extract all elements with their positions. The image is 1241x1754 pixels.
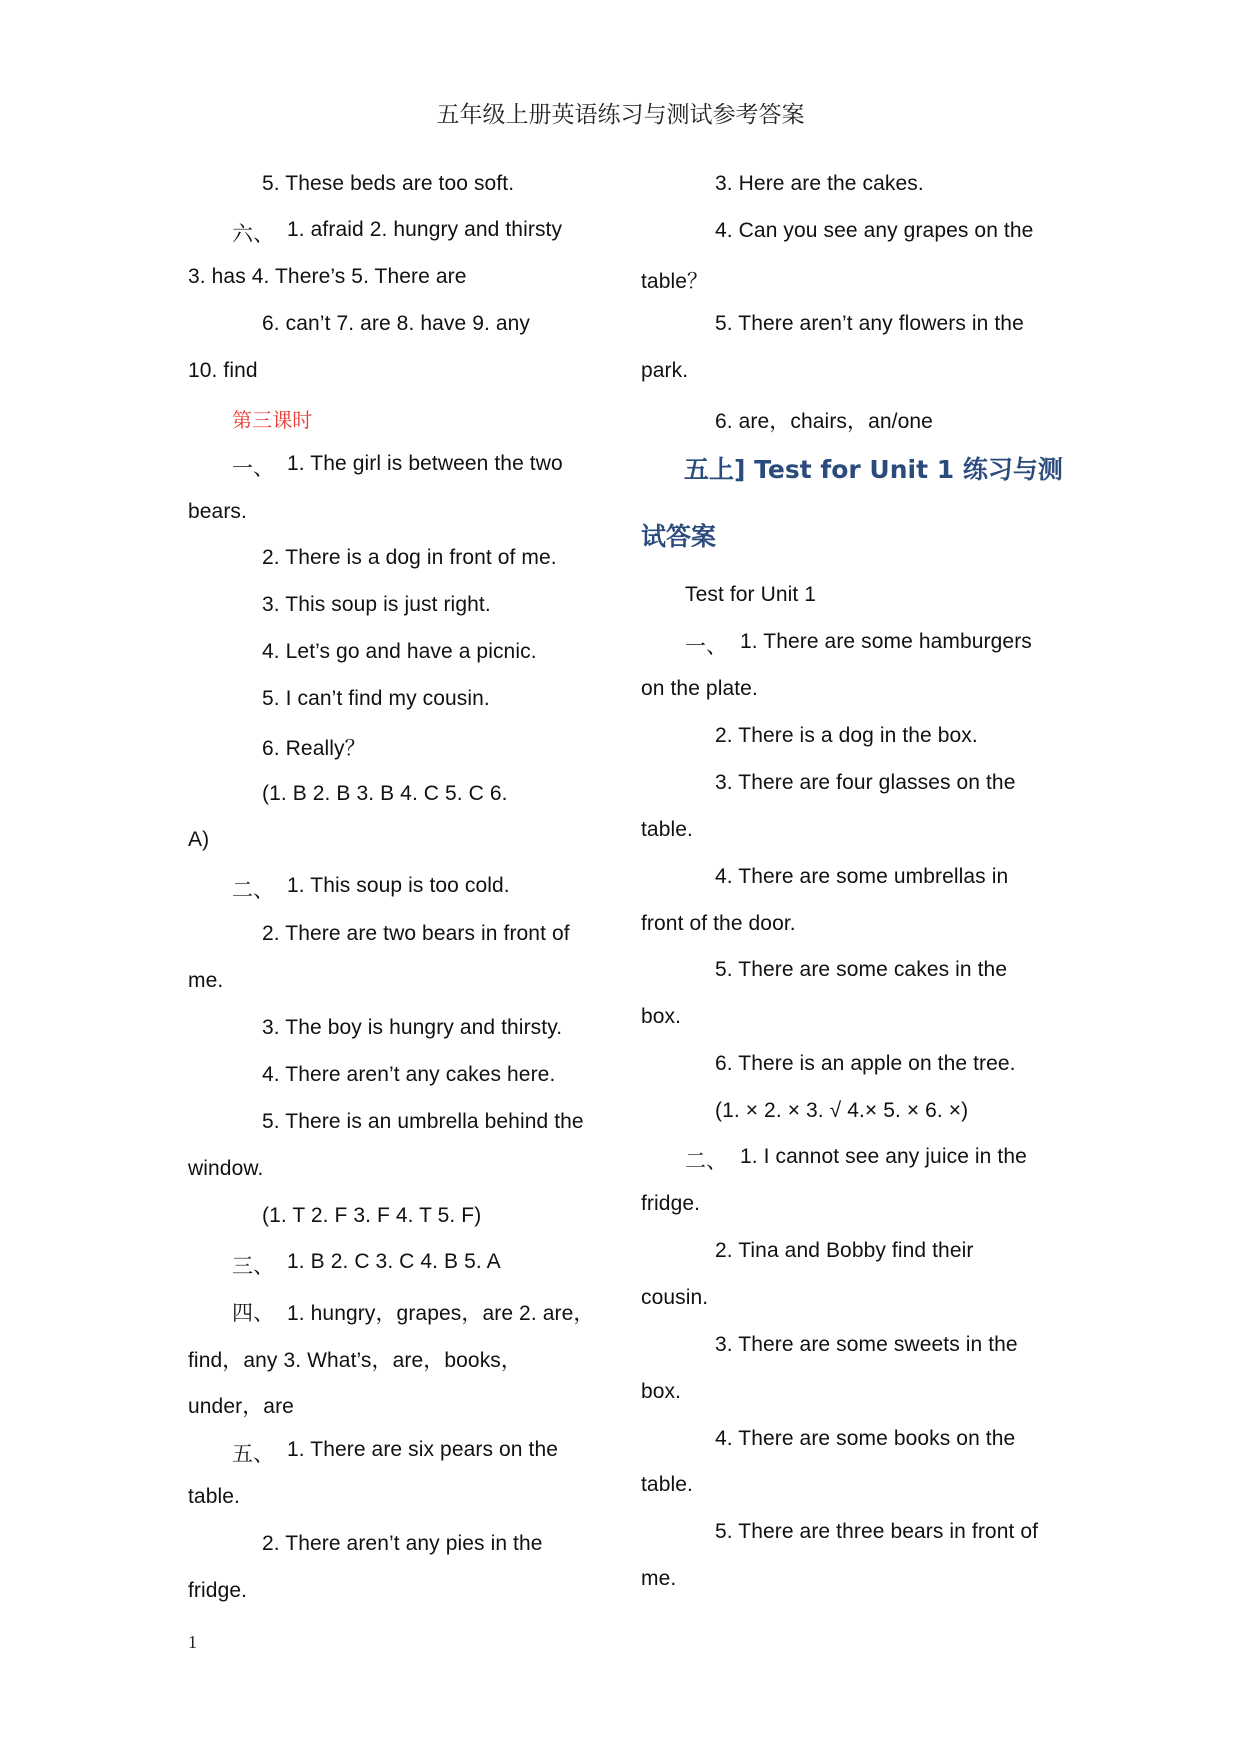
answer-line: cousin. bbox=[641, 1286, 709, 1309]
section-marker: 三、 bbox=[232, 1254, 275, 1278]
answer-line: 1. There are six pears on the bbox=[287, 1438, 558, 1461]
answer-line: 5. There are three bears in front of bbox=[715, 1520, 1039, 1543]
section-marker: 四、 bbox=[232, 1301, 275, 1325]
answer-line: find，any 3. What’s，are，books， bbox=[188, 1349, 522, 1372]
answer-line: 5. These beds are too soft. bbox=[262, 172, 515, 195]
answer-line: 6. There is an apple on the tree. bbox=[715, 1052, 1016, 1075]
answer-line: fridge. bbox=[641, 1192, 701, 1215]
answer-line: 4. Let’s go and have a picnic. bbox=[262, 640, 537, 663]
answer-line: 3. The boy is hungry and thirsty. bbox=[262, 1016, 563, 1039]
answer-line: 6. can’t 7. are 8. have 9. any bbox=[262, 312, 531, 335]
answer-line: 4. There are some umbrellas in bbox=[715, 865, 1009, 888]
answer-line: 1. The girl is between the two bbox=[287, 452, 563, 475]
answer-line: 1. I cannot see any juice in the bbox=[740, 1145, 1027, 1168]
answer-key-line: (1. B 2. B 3. B 4. C 5. C 6. bbox=[262, 782, 508, 805]
answer-line: 2. There are two bears in front of bbox=[262, 922, 570, 945]
answer-line: 3. There are four glasses on the bbox=[715, 771, 1016, 794]
section-marker: 二、 bbox=[685, 1149, 728, 1173]
answer-line: 1. There are some hamburgers bbox=[740, 630, 1032, 653]
answer-line: 1. hungry，grapes，are 2. are， bbox=[287, 1302, 595, 1325]
answer-line: table. bbox=[188, 1485, 240, 1508]
answer-line: 2. There aren’t any pies in the bbox=[262, 1532, 543, 1555]
answer-line: 1. This soup is too cold. bbox=[287, 874, 510, 897]
answer-line: 3. There are some sweets in the bbox=[715, 1333, 1018, 1356]
section-marker: 一、 bbox=[232, 456, 275, 480]
answer-line: 5. I can’t find my cousin. bbox=[262, 687, 490, 710]
page-title: 五年级上册英语练习与测试参考答案 bbox=[436, 102, 805, 128]
answer-line: on the plate. bbox=[641, 677, 758, 700]
answer-line: 10. find bbox=[188, 359, 258, 382]
answer-key-line: (1. T 2. F 3. F 4. T 5. F) bbox=[262, 1204, 482, 1227]
answer-line: 3. Here are the cakes. bbox=[715, 172, 924, 195]
section-heading: 五上] Test for Unit 1 练习与测 bbox=[684, 455, 1063, 484]
section-marker: 六、 bbox=[232, 222, 275, 246]
answer-line: 5. There aren’t any flowers in the bbox=[715, 312, 1024, 335]
section-marker: 五、 bbox=[232, 1442, 275, 1466]
answer-line: bears. bbox=[188, 500, 247, 523]
answer-line: box. bbox=[641, 1005, 682, 1028]
answer-key-line: (1. × 2. × 3. √ 4.× 5. × 6. ×) bbox=[715, 1099, 969, 1122]
answer-key-line: A) bbox=[188, 828, 210, 851]
answer-line: 2. There is a dog in the box. bbox=[715, 724, 978, 747]
answer-line: table. bbox=[641, 1473, 693, 1496]
answer-line: 3. has 4. There’s 5. There are bbox=[188, 265, 467, 288]
lesson-subheading: 第三课时 bbox=[232, 408, 313, 432]
answer-line: table？ bbox=[641, 270, 709, 293]
section-marker: 二、 bbox=[232, 878, 275, 902]
answer-line: fridge. bbox=[188, 1579, 248, 1602]
answer-line: 2. Tina and Bobby find their bbox=[715, 1239, 974, 1262]
answer-line: 4. Can you see any grapes on the bbox=[715, 219, 1034, 242]
answer-line: table. bbox=[641, 818, 693, 841]
answer-line: 3. This soup is just right. bbox=[262, 593, 491, 616]
test-title: Test for Unit 1 bbox=[685, 583, 817, 606]
answer-line: box. bbox=[641, 1380, 682, 1403]
answer-line: front of the door. bbox=[641, 912, 796, 935]
section-heading-continued: 试答案 bbox=[641, 522, 717, 551]
answer-line: 6. are，chairs，an/one bbox=[715, 410, 933, 433]
answer-line: window. bbox=[188, 1157, 264, 1180]
answer-line: 6. Really？ bbox=[262, 737, 366, 760]
answer-line: under，are bbox=[188, 1395, 294, 1418]
answer-line: 1. afraid 2. hungry and thirsty bbox=[287, 218, 563, 241]
answer-line: 4. There aren’t any cakes here. bbox=[262, 1063, 556, 1086]
answer-line: park. bbox=[641, 359, 689, 382]
answer-line: 1. B 2. C 3. C 4. B 5. A bbox=[287, 1250, 501, 1273]
section-marker: 一、 bbox=[685, 634, 728, 658]
answer-line: me. bbox=[188, 969, 224, 992]
answer-line: 5. There are some cakes in the bbox=[715, 958, 1008, 981]
page-number: 1 bbox=[188, 1632, 197, 1652]
answer-line: me. bbox=[641, 1567, 677, 1590]
answer-line: 5. There is an umbrella behind the bbox=[262, 1110, 584, 1133]
answer-line: 2. There is a dog in front of me. bbox=[262, 546, 557, 569]
answer-line: 4. There are some books on the bbox=[715, 1427, 1016, 1450]
